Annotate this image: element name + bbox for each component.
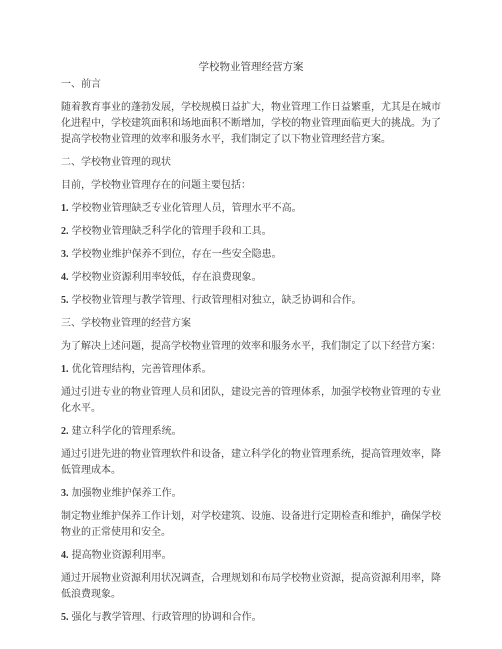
item-text: 学校物业管理与教学管理、行政管理相对独立，缺乏协调和合作。 — [68, 295, 362, 306]
problem-item-1 — [61, 201, 441, 217]
item-number: 4. — [61, 272, 69, 283]
item-text: 学校物业管理缺乏专业化管理人员，管理水平不高。 — [68, 203, 302, 214]
section-heading-status: 二、学校物业管理的现状 — [61, 157, 171, 168]
plan-item-4 — [61, 548, 441, 564]
item-text: 学校物业维护保养不到位，存在一些安全隐患。 — [68, 249, 282, 260]
item-number: 3. — [61, 488, 69, 499]
item-number: 2. — [61, 226, 69, 237]
document-title: 学校物业管理经营方案 — [198, 61, 304, 73]
plan-item-1 — [61, 362, 441, 378]
paragraph-intro: 随着教育事业的蓬勃发展，学校规模日益扩大，物业管理工作日益繁重，尤其是在城市化进程中，学校建筑面积和场地面积不断增加，学校的物业管理面临更大的挑战。为了提高学校物业管理的效率和服务水平，我们制定了以下物业管理经营方案。 — [61, 102, 441, 145]
plan-item-4-detail: 通过开展物业资源利用状况调查，合理规划和布局学校物业资源，提高资源利用率，降低浪费现象。 — [61, 573, 441, 600]
problem-item-3 — [61, 247, 441, 263]
item-text: 建立科学化的管理系统。 — [68, 426, 182, 437]
section-heading-preface: 一、前言 — [61, 79, 101, 90]
document-body — [61, 77, 441, 633]
item-number: 5. — [61, 295, 69, 306]
item-number: 1. — [61, 364, 69, 375]
item-number: 2. — [61, 426, 69, 437]
problem-item-4 — [61, 270, 441, 286]
item-number: 4. — [61, 550, 69, 561]
item-text: 优化管理结构，完善管理体系。 — [68, 364, 212, 375]
item-text: 强化与教学管理、行政管理的协调和合作。 — [68, 612, 262, 623]
item-number: 3. — [61, 249, 69, 260]
paragraph-plan-lead: 为了解决上述问题，提高学校物业管理的效率和服务水平，我们制定了以下经营方案： — [61, 341, 441, 352]
problem-item-5 — [61, 293, 441, 309]
plan-item-2-detail: 通过引进先进的物业管理软件和设备，建立科学化的物业管理系统，提高管理效率，降低管理成本。 — [61, 449, 441, 476]
plan-item-2 — [61, 424, 441, 440]
plan-item-5 — [61, 610, 441, 626]
item-number: 1. — [61, 203, 69, 214]
paragraph-problems-lead: 目前，学校物业管理存在的问题主要包括： — [61, 180, 251, 191]
item-text: 学校物业资源利用率较低，存在浪费现象。 — [68, 272, 262, 283]
item-text: 学校物业管理缺乏科学化的管理手段和工具。 — [68, 226, 272, 237]
plan-item-3 — [61, 486, 441, 502]
section-heading-plan: 三、学校物业管理的经营方案 — [61, 318, 191, 329]
item-text: 加强物业维护保养工作。 — [68, 488, 182, 499]
item-number: 5. — [61, 612, 69, 623]
item-text: 提高物业资源利用率。 — [68, 550, 172, 561]
plan-item-1-detail: 通过引进专业的物业管理人员和团队，建设完善的管理体系，加强学校物业管理的专业化水平。 — [61, 387, 441, 414]
problem-item-2 — [61, 224, 441, 240]
plan-item-3-detail: 制定物业维护保养工作计划，对学校建筑、设施、设备进行定期检查和维护，确保学校物业的正常使用和安全。 — [61, 511, 441, 538]
